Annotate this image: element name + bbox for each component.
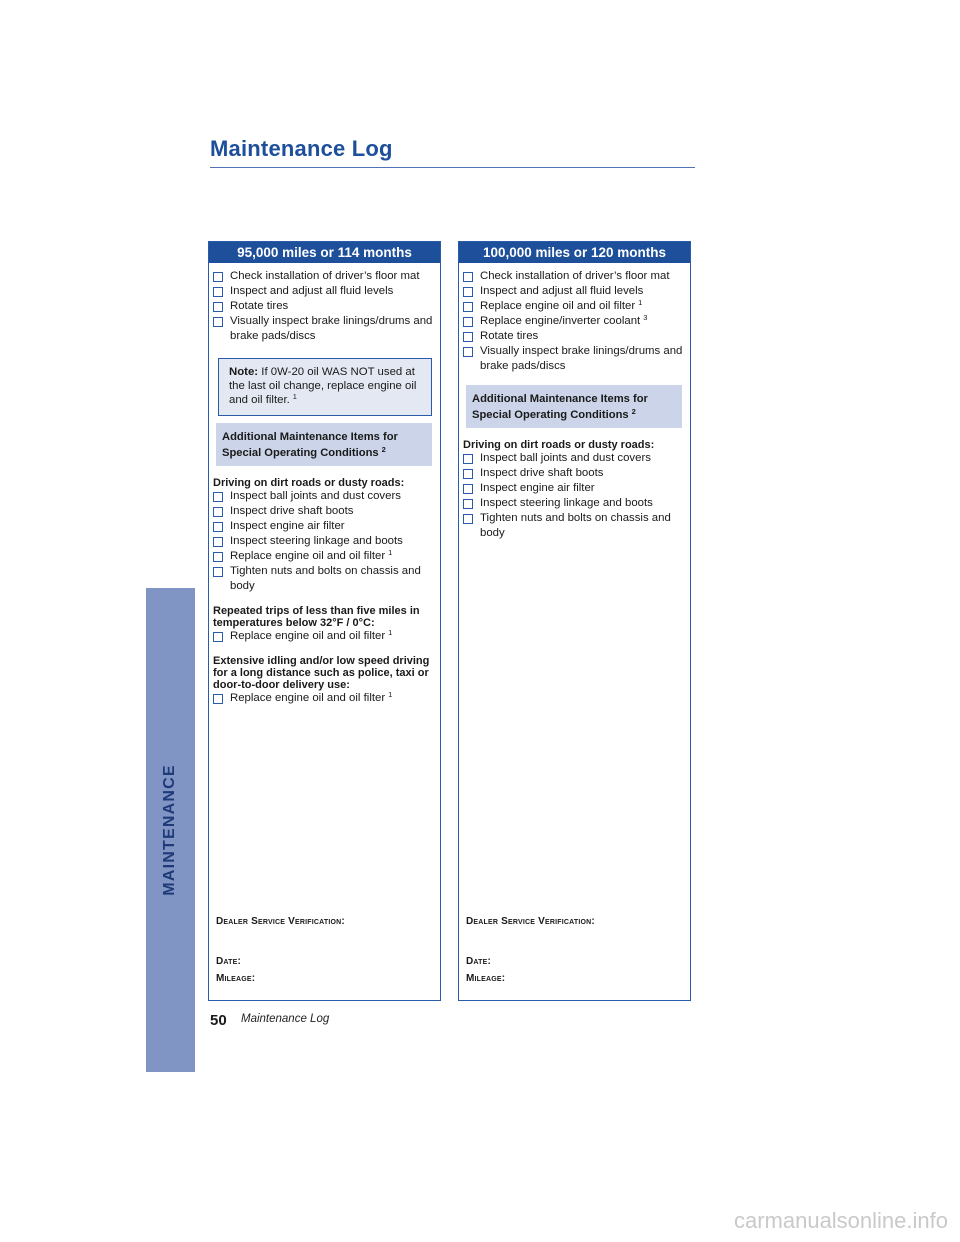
checkbox[interactable] [463, 454, 473, 464]
checklist-item-label: Inspect steering linkage and boots [480, 497, 653, 509]
dealer-verification-label: Dealer Service Verification: [216, 916, 345, 927]
checklist-item-label: Inspect engine air filter [230, 520, 345, 532]
checkbox[interactable] [463, 469, 473, 479]
special-conditions [463, 439, 685, 541]
checklist-item-label: Check installation of driver’s floor mat [230, 270, 420, 282]
special-conditions [213, 477, 435, 706]
checkbox[interactable] [463, 499, 473, 509]
mileage-label: Mileage: [216, 973, 256, 984]
condition-heading: Repeated trips of less than five miles in temperatures below 32°F / 0°C: [213, 605, 420, 629]
date-label: Date: [466, 956, 492, 967]
checklist-item [463, 481, 685, 496]
checklist-item-label: Inspect steering linkage and boots [230, 535, 403, 547]
panel-header: 95,000 miles or 114 months [209, 242, 440, 263]
checkbox[interactable] [213, 632, 223, 642]
condition-heading: Driving on dirt roads or dusty roads: [463, 439, 655, 451]
checklist-item [463, 466, 685, 481]
checklist-item-label: Inspect ball joints and dust covers [480, 452, 651, 464]
checklist-item-label: Tighten nuts and bolts on chassis and body [480, 512, 671, 539]
additional-footnote: 2 [381, 445, 386, 454]
checklist-item [213, 299, 435, 314]
checklist [213, 269, 435, 344]
additional-items-title: Additional Maintenance Items for Special Operating Conditions [472, 393, 648, 421]
checklist-item [463, 269, 685, 284]
checklist-item [463, 344, 685, 374]
page-number: 50 [210, 1012, 227, 1029]
checklist-item-label: Inspect engine air filter [480, 482, 595, 494]
side-tab-label: MAINTENANCE [161, 764, 178, 896]
checklist-item-label: Visually inspect brake linings/drums and brake pads/discs [480, 345, 683, 372]
footnote-ref: 1 [638, 298, 643, 307]
checklist-item-label: Tighten nuts and bolts on chassis and body [230, 565, 421, 592]
footer-label: Maintenance Log [241, 1013, 330, 1025]
date-label: Date: [216, 956, 242, 967]
service-panel-95000 [208, 241, 441, 1001]
note-box [218, 358, 432, 416]
checklist-item [213, 629, 435, 644]
checklist-item [213, 564, 435, 594]
checklist-item-label: Inspect and adjust all fluid levels [480, 285, 644, 297]
checklist-item [213, 534, 435, 549]
additional-items-heading [216, 423, 432, 466]
checklist [463, 269, 685, 374]
checkbox[interactable] [463, 287, 473, 297]
checklist-item [213, 549, 435, 564]
additional-footnote: 2 [631, 407, 636, 416]
checkbox[interactable] [463, 317, 473, 327]
checkbox[interactable] [463, 484, 473, 494]
checklist-item [463, 314, 685, 329]
page-title: Maintenance Log [210, 136, 393, 161]
checkbox[interactable] [213, 694, 223, 704]
checklist-item-label: Inspect drive shaft boots [480, 467, 604, 479]
mileage-label: Mileage: [466, 973, 506, 984]
checklist-item [213, 489, 435, 504]
checkbox[interactable] [463, 302, 473, 312]
checklist-item-label: Visually inspect brake linings/drums and brake pads/discs [230, 315, 433, 342]
checkbox[interactable] [463, 514, 473, 524]
checkbox[interactable] [213, 507, 223, 517]
service-panel-100000 [458, 241, 691, 1001]
checkbox[interactable] [463, 332, 473, 342]
checklist-item [463, 329, 685, 344]
checkbox[interactable] [213, 272, 223, 282]
panel-body [209, 263, 440, 706]
checklist-item [463, 284, 685, 299]
note-footnote: 1 [292, 392, 297, 401]
checklist-item [213, 691, 435, 706]
checkbox[interactable] [213, 552, 223, 562]
checklist-item [463, 496, 685, 511]
checkbox[interactable] [213, 567, 223, 577]
checklist-item-label: Inspect ball joints and dust covers [230, 490, 401, 502]
checklist-item-label: Rotate tires [230, 300, 289, 312]
checkbox[interactable] [213, 492, 223, 502]
checkbox[interactable] [463, 272, 473, 282]
panel-body [459, 263, 690, 541]
checklist-item-label: Replace engine oil and oil filter [230, 692, 386, 704]
checklist-item-label: Replace engine oil and oil filter [230, 630, 386, 642]
checklist-item-label: Inspect drive shaft boots [230, 505, 354, 517]
note-text: If 0W-20 oil WAS NOT used at the last oil change, replace engine oil and oil filter. [229, 366, 417, 406]
checklist-item [463, 451, 685, 466]
footnote-ref: 1 [388, 628, 393, 637]
panel-header: 100,000 miles or 120 months [459, 242, 690, 263]
title-divider [210, 167, 695, 168]
checklist-item [213, 284, 435, 299]
checkbox[interactable] [463, 347, 473, 357]
checkbox[interactable] [213, 317, 223, 327]
checklist-item [213, 269, 435, 284]
checklist-item-label: Check installation of driver’s floor mat [480, 270, 670, 282]
checkbox[interactable] [213, 522, 223, 532]
checklist-item [213, 519, 435, 534]
additional-items-title: Additional Maintenance Items for Special Operating Conditions [222, 431, 398, 459]
checklist-item-label: Replace engine/inverter coolant [480, 315, 641, 327]
condition-heading: Extensive idling and/or low speed driving for a long distance such as police, taxi or door-to-door delivery use: [213, 655, 430, 691]
checkbox[interactable] [213, 287, 223, 297]
checklist-item-label: Rotate tires [480, 330, 539, 342]
checklist-item [213, 314, 435, 344]
watermark: carmanualsonline.info [733, 1208, 948, 1233]
note-label: Note: [229, 366, 259, 378]
checklist-item [463, 511, 685, 541]
dealer-verification-label: Dealer Service Verification: [466, 916, 595, 927]
checkbox[interactable] [213, 537, 223, 547]
footnote-ref: 3 [643, 313, 648, 322]
checklist-item [463, 299, 685, 314]
checklist-item-label: Replace engine oil and oil filter [480, 300, 636, 312]
footnote-ref: 1 [388, 690, 393, 699]
checkbox[interactable] [213, 302, 223, 312]
footnote-ref: 1 [388, 548, 393, 557]
checklist-item-label: Inspect and adjust all fluid levels [230, 285, 394, 297]
condition-heading: Driving on dirt roads or dusty roads: [213, 477, 405, 489]
checklist-item [213, 504, 435, 519]
additional-items-heading [466, 385, 682, 428]
checklist-item-label: Replace engine oil and oil filter [230, 550, 386, 562]
